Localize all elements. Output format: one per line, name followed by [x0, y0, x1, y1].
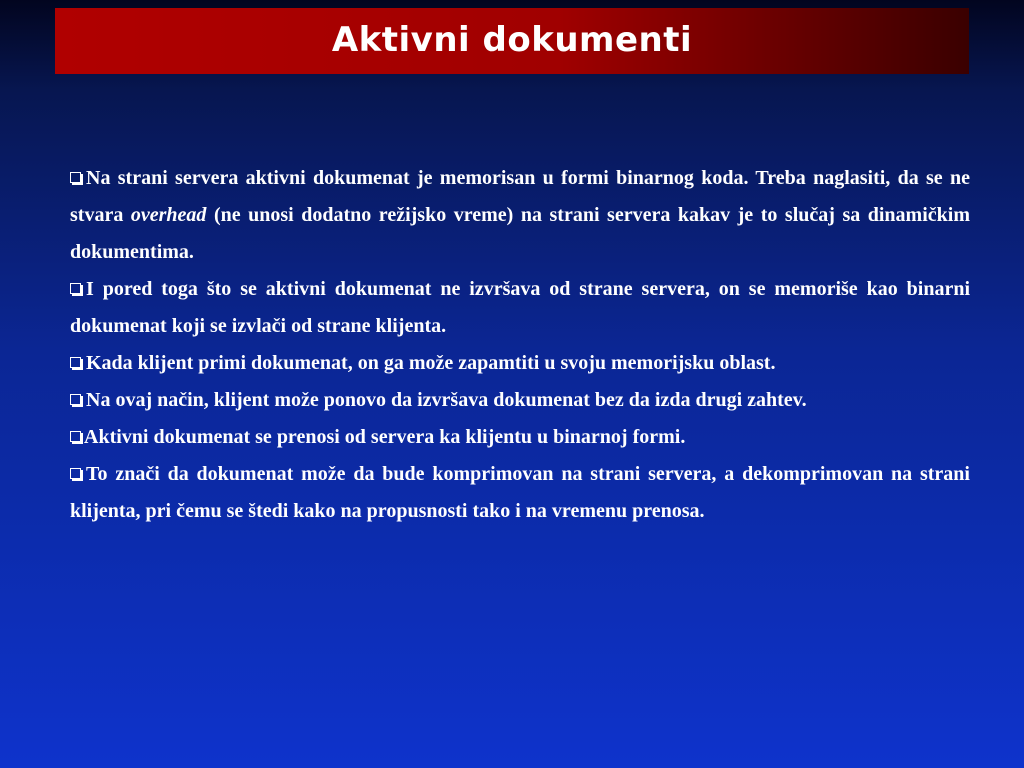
hollow-square-bullet-icon — [70, 172, 81, 183]
bullet-text: I pored toga što se aktivni dokumenat ne izvršava od strane servera, on se memoriše kao binarni dokumenat koji se izvlači od strane klijenta. — [70, 278, 970, 337]
bullet-text-italic: overhead — [130, 204, 207, 226]
bullet-item — [70, 271, 970, 345]
bullet-item — [70, 456, 970, 530]
bullet-text: Aktivni dokumenat se prenosi od servera ka klijentu u binarnoj formi. — [84, 426, 686, 448]
bullet-text: To znači da dokumenat može da bude komprimovan na strani servera, a dekomprimovan na strani klijenta, pri čemu se štedi kako na propusnosti tako i na vremenu prenosa. — [70, 463, 970, 522]
slide-title: Aktivni dokumenti — [331, 20, 693, 60]
hollow-square-bullet-icon — [70, 394, 81, 405]
bullet-text: Na strani servera aktivni dokumenat je memorisan u formi binarnog koda. Treba naglasiti, da se ne stvara — [70, 167, 970, 226]
bullet-text: Kada klijent primi dokumenat, on ga može zapamtiti u svoju memorijsku oblast. — [86, 352, 776, 374]
bullet-item — [70, 419, 970, 456]
bullet-item — [70, 382, 970, 419]
bullet-item — [70, 345, 970, 382]
hollow-square-bullet-icon — [70, 283, 81, 294]
bullet-item — [70, 160, 970, 271]
hollow-square-bullet-icon — [70, 431, 81, 442]
title-bar — [55, 8, 969, 74]
hollow-square-bullet-icon — [70, 468, 81, 479]
bullet-text: (ne unosi dodatno režijsko vreme) na strani servera kakav je to slučaj sa dinamičkim dokumentima. — [70, 204, 970, 263]
bullet-text: Na ovaj način, klijent može ponovo da izvršava dokumenat bez da izda drugi zahtev. — [86, 389, 807, 411]
hollow-square-bullet-icon — [70, 357, 81, 368]
bullet-list — [70, 160, 970, 530]
